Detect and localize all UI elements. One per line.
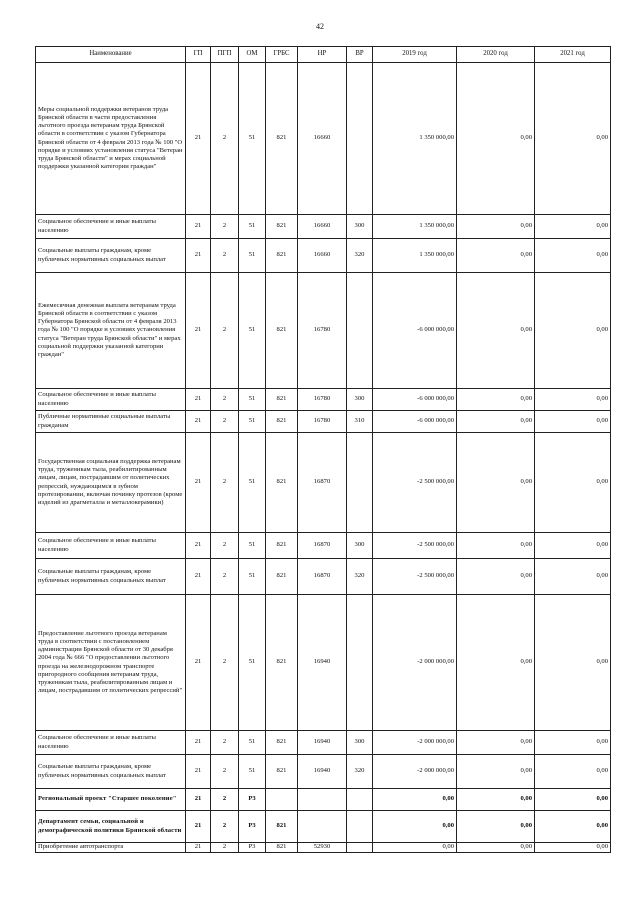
row-name-cell: Департамент семьи, социальной и демографической политики Брянской области [36,811,186,843]
row-2020-cell: 0,00 [457,533,535,559]
row-om-cell: P3 [239,811,266,843]
row-pgp-cell: 2 [211,789,239,811]
row-gp-cell: 21 [186,215,211,239]
row-2019-cell: -2 000 000,00 [373,731,457,755]
row-nr-cell: 16940 [298,595,347,731]
row-vr-cell [347,433,373,533]
row-2020-cell: 0,00 [457,389,535,411]
table-row [36,533,611,559]
row-name-cell: Социальные выплаты гражданам, кроме публичных нормативных социальных выплат [36,559,186,595]
row-om-cell: 51 [239,595,266,731]
row-nr-cell [298,811,347,843]
page-number: 42 [316,22,324,31]
row-vr-cell: 320 [347,239,373,273]
row-pgp-cell: 2 [211,239,239,273]
row-vr-cell [347,63,373,215]
row-nr-cell: 16660 [298,63,347,215]
row-vr-cell: 300 [347,533,373,559]
row-nr-cell: 52930 [298,843,347,853]
row-grbs-cell: 821 [266,273,298,389]
row-vr-cell: 300 [347,731,373,755]
row-name-cell: Региональный проект "Старшее поколение" [36,789,186,811]
row-name-cell: Социальные выплаты гражданам, кроме публичных нормативных социальных выплат [36,755,186,789]
row-vr-cell: 310 [347,411,373,433]
table-row [36,215,611,239]
row-pgp-cell: 2 [211,595,239,731]
table-body [36,63,611,853]
row-2019-cell: 1 350 000,00 [373,215,457,239]
row-2021-cell: 0,00 [535,273,611,389]
row-pgp-cell: 2 [211,533,239,559]
row-2021-cell: 0,00 [535,595,611,731]
row-gp-cell: 21 [186,63,211,215]
table-row [36,239,611,273]
row-grbs-cell: 821 [266,811,298,843]
row-2020-cell: 0,00 [457,273,535,389]
header-grbs: ГРБС [266,47,298,63]
row-2021-cell: 0,00 [535,731,611,755]
row-2019-cell: 1 350 000,00 [373,239,457,273]
row-nr-cell [298,789,347,811]
row-name-cell: Социальное обеспечение и иные выплаты населению [36,533,186,559]
header-2021: 2021 год [535,47,611,63]
row-pgp-cell: 2 [211,389,239,411]
row-2021-cell: 0,00 [535,755,611,789]
row-2019-cell: 0,00 [373,789,457,811]
row-grbs-cell: 821 [266,533,298,559]
row-vr-cell [347,595,373,731]
row-pgp-cell: 2 [211,273,239,389]
row-2020-cell: 0,00 [457,239,535,273]
row-grbs-cell [266,789,298,811]
row-vr-cell: 320 [347,755,373,789]
row-gp-cell: 21 [186,559,211,595]
row-pgp-cell: 2 [211,559,239,595]
header-om: ОМ [239,47,266,63]
row-grbs-cell: 821 [266,755,298,789]
table-row [36,433,611,533]
row-name-cell: Социальное обеспечение и иные выплаты населению [36,215,186,239]
row-2021-cell: 0,00 [535,389,611,411]
row-pgp-cell: 2 [211,411,239,433]
row-2020-cell: 0,00 [457,411,535,433]
row-2019-cell: 1 350 000,00 [373,63,457,215]
row-om-cell: 51 [239,433,266,533]
row-grbs-cell: 821 [266,63,298,215]
row-om-cell: 51 [239,559,266,595]
row-nr-cell: 16870 [298,559,347,595]
row-gp-cell: 21 [186,389,211,411]
row-grbs-cell: 821 [266,843,298,853]
table-row [36,411,611,433]
row-name-cell: Государственная социальная поддержка ветеранам труда, труженикам тыла, реабилитированным лицам, лицам, пострадавшим от политических репрессий, нуждающимся в зубном протезировании, включая починку протезов (кроме изделий из драгметалла и металлокерамики) [36,433,186,533]
row-2020-cell: 0,00 [457,63,535,215]
row-pgp-cell: 2 [211,755,239,789]
row-name-cell: Ежемесячная денежная выплата ветеранам труда Брянской области в соответствии с указом Губернатора Брянской области от 4 февраля 2013 года № 100 "О порядке и условиях установления статуса "Ветеран труда Брянской области" и мерах социальной поддержки указанной категории граждан" [36,273,186,389]
row-2019-cell: 0,00 [373,811,457,843]
row-om-cell: 51 [239,389,266,411]
row-om-cell: 51 [239,239,266,273]
row-gp-cell: 21 [186,239,211,273]
row-gp-cell: 21 [186,789,211,811]
row-pgp-cell: 2 [211,433,239,533]
row-2019-cell: -2 000 000,00 [373,755,457,789]
row-gp-cell: 21 [186,811,211,843]
row-2021-cell: 0,00 [535,533,611,559]
row-om-cell: 51 [239,63,266,215]
row-gp-cell: 21 [186,433,211,533]
row-nr-cell: 16870 [298,533,347,559]
row-gp-cell: 21 [186,755,211,789]
row-gp-cell: 21 [186,273,211,389]
row-gp-cell: 21 [186,731,211,755]
row-nr-cell: 16660 [298,215,347,239]
row-grbs-cell: 821 [266,595,298,731]
row-grbs-cell: 821 [266,411,298,433]
row-gp-cell: 21 [186,595,211,731]
row-grbs-cell: 821 [266,389,298,411]
row-2021-cell: 0,00 [535,843,611,853]
row-grbs-cell: 821 [266,239,298,273]
row-2019-cell: -6 000 000,00 [373,273,457,389]
table-row [36,595,611,731]
table-row [36,811,611,843]
row-grbs-cell: 821 [266,731,298,755]
row-om-cell: 51 [239,273,266,389]
row-pgp-cell: 2 [211,811,239,843]
row-pgp-cell: 2 [211,63,239,215]
table-row [36,273,611,389]
row-vr-cell [347,811,373,843]
row-nr-cell: 16940 [298,755,347,789]
header-2020: 2020 год [457,47,535,63]
header-2019: 2019 год [373,47,457,63]
table-row [36,843,611,853]
table-row [36,389,611,411]
row-2021-cell: 0,00 [535,559,611,595]
row-gp-cell: 21 [186,843,211,853]
row-om-cell: P3 [239,789,266,811]
header-vr: ВР [347,47,373,63]
row-name-cell: Публичные нормативные социальные выплаты гражданам [36,411,186,433]
row-gp-cell: 21 [186,533,211,559]
row-nr-cell: 16940 [298,731,347,755]
row-vr-cell [347,789,373,811]
row-vr-cell: 300 [347,389,373,411]
table-row [36,755,611,789]
row-2019-cell: -2 000 000,00 [373,595,457,731]
row-nr-cell: 16780 [298,411,347,433]
row-2021-cell: 0,00 [535,215,611,239]
table-row [36,731,611,755]
row-om-cell: P3 [239,843,266,853]
row-2019-cell: -6 000 000,00 [373,411,457,433]
row-nr-cell: 16660 [298,239,347,273]
row-pgp-cell: 2 [211,843,239,853]
row-2019-cell: -2 500 000,00 [373,433,457,533]
row-grbs-cell: 821 [266,433,298,533]
row-2020-cell: 0,00 [457,433,535,533]
row-2020-cell: 0,00 [457,559,535,595]
row-vr-cell [347,843,373,853]
row-nr-cell: 16870 [298,433,347,533]
row-grbs-cell: 821 [266,559,298,595]
table-row [36,559,611,595]
row-pgp-cell: 2 [211,215,239,239]
header-pgp: ПГП [211,47,239,63]
row-name-cell: Социальные выплаты гражданам, кроме публичных нормативных социальных выплат [36,239,186,273]
row-2021-cell: 0,00 [535,63,611,215]
row-vr-cell [347,273,373,389]
header-gp: ГП [186,47,211,63]
header-name: Наименование [36,47,186,63]
row-2021-cell: 0,00 [535,433,611,533]
row-nr-cell: 16780 [298,389,347,411]
row-nr-cell: 16780 [298,273,347,389]
row-grbs-cell: 821 [266,215,298,239]
row-vr-cell: 300 [347,215,373,239]
row-2021-cell: 0,00 [535,789,611,811]
row-2019-cell: -2 500 000,00 [373,559,457,595]
row-om-cell: 51 [239,731,266,755]
row-2020-cell: 0,00 [457,789,535,811]
row-2019-cell: -2 500 000,00 [373,533,457,559]
row-2020-cell: 0,00 [457,731,535,755]
table-row [36,63,611,215]
budget-table [35,46,611,853]
row-2019-cell: 0,00 [373,843,457,853]
row-2020-cell: 0,00 [457,843,535,853]
row-name-cell: Приобретение автотранспорта [36,843,186,853]
row-name-cell: Социальное обеспечение и иные выплаты населению [36,731,186,755]
row-vr-cell: 320 [347,559,373,595]
table-row [36,789,611,811]
row-2019-cell: -6 000 000,00 [373,389,457,411]
header-nr: НР [298,47,347,63]
row-2021-cell: 0,00 [535,239,611,273]
row-om-cell: 51 [239,755,266,789]
row-2020-cell: 0,00 [457,755,535,789]
row-2021-cell: 0,00 [535,811,611,843]
row-gp-cell: 21 [186,411,211,433]
row-om-cell: 51 [239,411,266,433]
row-2020-cell: 0,00 [457,811,535,843]
row-2021-cell: 0,00 [535,411,611,433]
row-2020-cell: 0,00 [457,595,535,731]
row-pgp-cell: 2 [211,731,239,755]
row-name-cell: Социальное обеспечение и иные выплаты населению [36,389,186,411]
table-header-row [36,47,611,63]
row-om-cell: 51 [239,533,266,559]
row-2020-cell: 0,00 [457,215,535,239]
row-name-cell: Меры социальной поддержки ветеранов труда Брянской области в части предоставления льготного проезда ветеранам труда Брянской области в соответствии с указом Губернатора Брянской области от 4 февраля 2013 года № 100 "О порядке и условиях установления статуса "Ветеран труда Брянской области" и мерах социальной поддержки указанной категории граждан" [36,63,186,215]
row-om-cell: 51 [239,215,266,239]
row-name-cell: Предоставление льготного проезда ветеранам труда в соответствии с постановлением администрации Брянской области от 30 декабря 2004 года № 666 "О предоставлении льготного проезда на железнодорожном транспорте пригородного сообщения ветеранам труда, труженикам тыла, реабилитированным лицам и лицам, пострадавшим от политических репрессий" [36,595,186,731]
